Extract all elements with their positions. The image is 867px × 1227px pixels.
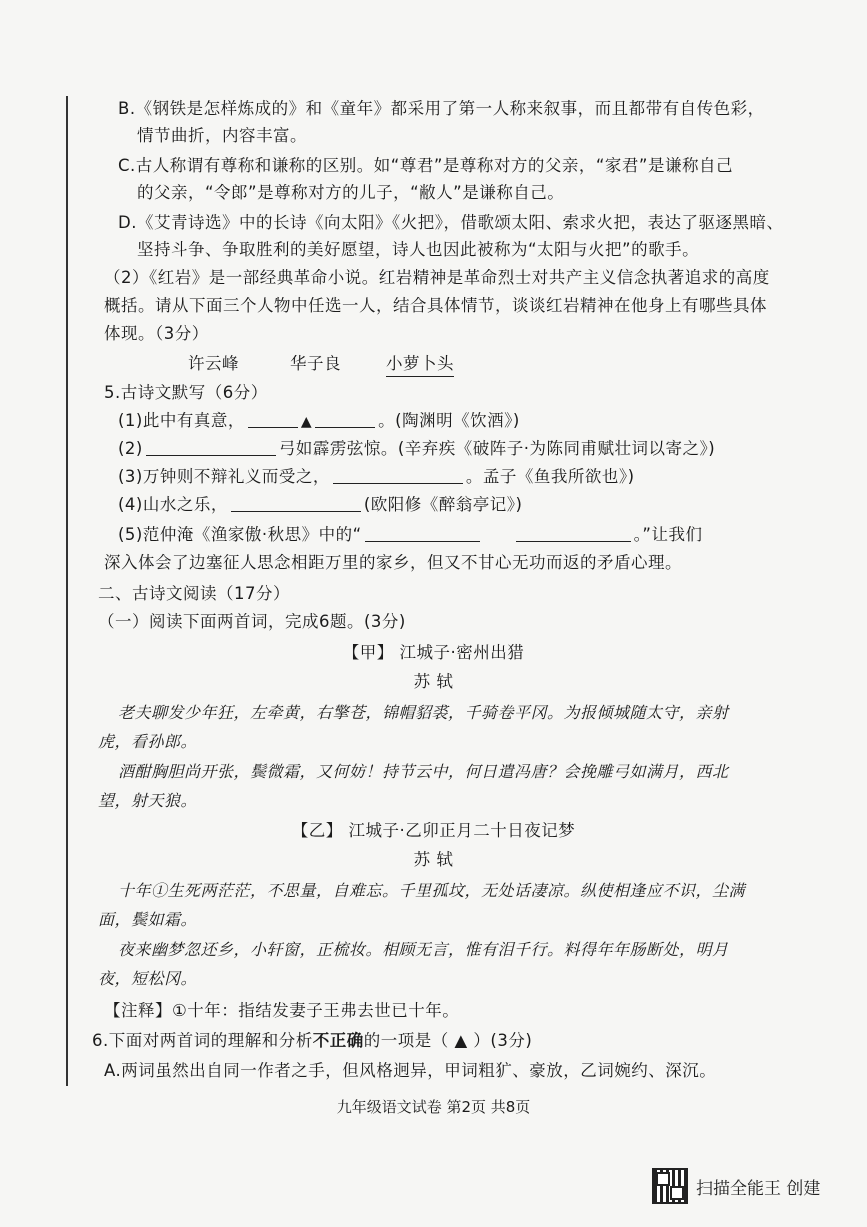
poem-b-author: 苏 轼 (413, 850, 454, 869)
poem-b-line4: 夜，短松冈。 (98, 969, 198, 988)
poem-a-line1: 老夫聊发少年狂，左牵黄，右擎苍，锦帽貂裘，千骑卷平冈。为报倾城随太守，亲射 (118, 703, 729, 722)
watermark-text: 扫描全能王 创建 (696, 1178, 821, 1199)
q5-line3-suffix: 。孟子《鱼我所欲也》) (465, 467, 635, 486)
q4-option-d-line2: 坚持斗争、争取胜利的美好愿望，诗人也因此被称为“太阳与火把”的歌手。 (137, 240, 700, 259)
poem-a-line2: 虎，看孙郎。 (98, 732, 198, 751)
answer-mark-triangle: ▲ (300, 414, 313, 430)
q4-option-c-line1: C.古人称谓有尊称和谦称的区别。如“尊君”是尊称对方的父亲，“家君”是谦称自己 (118, 156, 733, 175)
qr-code-icon (652, 1168, 688, 1204)
q5-title: 5.古诗文默写（6分） (104, 383, 268, 402)
answer-blank[interactable] (315, 411, 375, 428)
binding-margin-line (66, 96, 68, 1086)
poem-b-line3: 夜来幽梦忽还乡，小轩窗，正梳妆。相顾无言，惟有泪千行。料得年年肠断处，明月 (118, 940, 729, 959)
q5-line5-prefix: (5)范仲淹《渔家傲·秋思》中的“ (118, 525, 362, 544)
q4-option-b-line1: B.《钢铁是怎样炼成的》和《童年》都采用了第一人称来叙事，而且都带有自传色彩， (118, 99, 765, 118)
q5-line4-suffix: (欧阳修《醉翁亭记》) (363, 495, 523, 514)
answer-blank[interactable] (333, 467, 463, 484)
q5-line1 (118, 410, 520, 433)
section2-title: 二、古诗文阅读（17分） (98, 584, 290, 603)
q6-stem-prefix: 6.下面对两首词的理解和分析 (92, 1031, 313, 1050)
q5-line2-suffix: 弓如霹雳弦惊。(辛弃疾《破阵子·为陈同甫赋壮词以寄之》) (278, 439, 716, 458)
q5-line1-prefix: (1)此中有真意， (118, 411, 245, 430)
q5-line4 (118, 494, 523, 516)
poem-a-title: 【甲】 江城子·密州出猎 (342, 643, 525, 662)
character-option-3: 小萝卜头 (386, 353, 454, 377)
answer-blank[interactable] (231, 495, 361, 512)
q6-stem (92, 1030, 532, 1052)
character-option-2: 华子良 (290, 354, 341, 373)
answer-blank[interactable] (365, 525, 480, 542)
q6-stem-suffix: 的一项是（ ▲ ）(3分) (363, 1031, 533, 1050)
q5-line5 (118, 524, 702, 546)
annotation-note: 【注释】①十年：指结发妻子王弗去世已十年。 (104, 1001, 460, 1020)
poem-a-line3: 酒酣胸胆尚开张，鬓微霜，又何妨！持节云中，何日遣冯唐？会挽雕弓如满月，西北 (118, 762, 729, 781)
answer-blank[interactable] (516, 525, 631, 542)
q5-line2-prefix: (2) (118, 439, 143, 458)
q4-option-d-line1: D.《艾青诗选》中的长诗《向太阳》《火把》，借歌颂太阳、索求火把，表达了驱逐黑暗、 (118, 213, 784, 232)
poem-b-title: 【乙】 江城子·乙卯正月二十日夜记梦 (291, 821, 576, 840)
q4-part2-line3: 体现。（3分） (104, 324, 209, 343)
q6-stem-emphasis: 不正确 (312, 1031, 364, 1050)
q5-line3-prefix: (3)万钟则不辩礼义而受之， (118, 467, 330, 486)
q5-line4-prefix: (4)山水之乐， (118, 495, 228, 514)
q4-option-b-line2: 情节曲折，内容丰富。 (137, 126, 307, 145)
q5-line2 (118, 438, 715, 460)
q5-line5-suffix: 。”让我们 (633, 525, 703, 544)
poem-b-line2: 面，鬓如霜。 (98, 910, 198, 929)
poem-b-line1: 十年①生死两茫茫，不思量，自难忘。千里孤坟，无处话凄凉。纵使相逢应不识，尘满 (118, 881, 746, 900)
page-footer: 九年级语文试卷 第2页 共8页 (336, 1098, 531, 1116)
q6-option-a: A.两词虽然出自同一作者之手，但风格迥异，甲词粗犷、豪放，乙词婉约、深沉。 (104, 1061, 717, 1080)
q5-line1-suffix: 。(陶渊明《饮酒》) (378, 411, 520, 430)
section2-subtitle: （一）阅读下面两首词，完成6题。(3分) (98, 612, 406, 631)
q4-option-c-line2: 的父亲，“令郎”是尊称对方的儿子，“敝人”是谦称自己。 (137, 183, 565, 202)
q5-line3 (118, 466, 635, 488)
scanner-watermark (652, 1168, 820, 1204)
answer-blank[interactable] (146, 439, 276, 456)
q4-part2-line1: （2）《红岩》是一部经典革命小说。红岩精神是革命烈士对共产主义信念执著追求的高度 (104, 268, 770, 287)
character-option-1: 许云峰 (188, 354, 239, 373)
answer-blank[interactable] (248, 411, 298, 428)
poem-a-line4: 望，射天狼。 (98, 791, 198, 810)
q4-part2-line2: 概括。请从下面三个人物中任选一人，结合具体情节，谈谈红岩精神在他身上有哪些具体 (104, 296, 767, 315)
poem-a-author: 苏 轼 (413, 672, 454, 691)
q5-line5-cont: 深入体会了边塞征人思念相距万里的家乡，但又不甘心无功而返的矛盾心理。 (104, 553, 682, 572)
